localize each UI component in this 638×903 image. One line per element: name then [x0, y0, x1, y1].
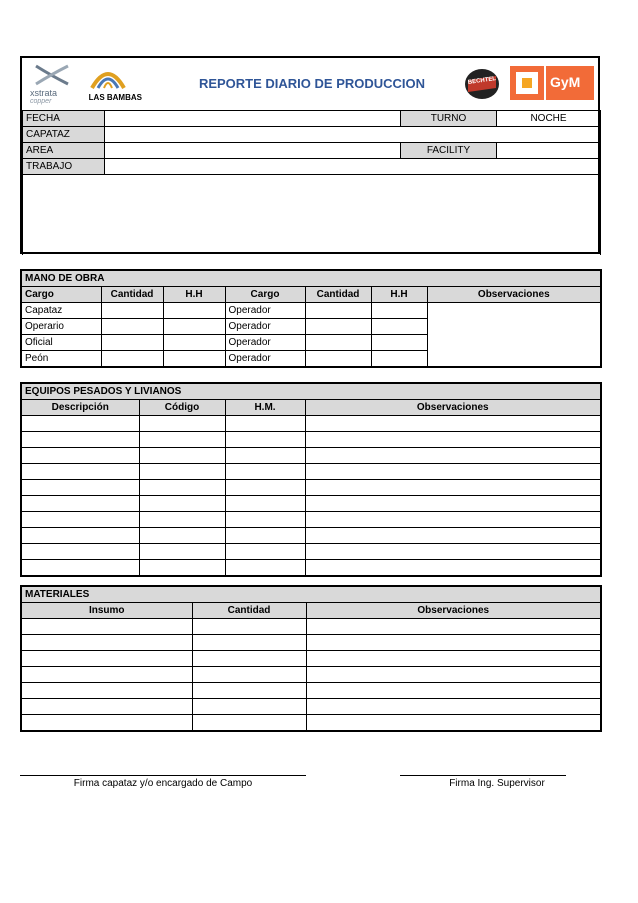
descripcion-cell[interactable] — [21, 512, 139, 528]
equipos-header-row — [21, 400, 601, 416]
cantidad-cell[interactable] — [192, 683, 306, 699]
table-row — [21, 651, 601, 667]
descripcion-cell[interactable] — [21, 432, 139, 448]
table-row — [21, 432, 601, 448]
capataz-label: CAPATAZ — [23, 127, 105, 143]
trabajo-label: TRABAJO — [23, 159, 105, 175]
cantidad-cell[interactable] — [192, 667, 306, 683]
cantidad-cell[interactable] — [305, 335, 371, 351]
codigo-cell[interactable] — [139, 448, 225, 464]
col-hm: H.M. — [225, 400, 305, 416]
observaciones-cell[interactable] — [306, 667, 601, 683]
capataz-field[interactable] — [105, 127, 601, 143]
observaciones-cell[interactable] — [305, 544, 601, 560]
observaciones-cell[interactable] — [305, 416, 601, 432]
col-hh: H.H — [163, 287, 225, 303]
trabajo-description-area[interactable] — [23, 175, 601, 256]
col-insumo: Insumo — [21, 603, 192, 619]
materiales-header-row — [21, 603, 601, 619]
insumo-cell[interactable] — [21, 635, 192, 651]
col-observaciones: Observaciones — [306, 603, 601, 619]
table-row — [21, 699, 601, 715]
hm-cell[interactable] — [225, 480, 305, 496]
page-title: REPORTE DIARIO DE PRODUCCION — [198, 76, 426, 91]
role-label: Oficial — [21, 335, 101, 351]
table-row — [21, 512, 601, 528]
role-label: Operador — [225, 319, 305, 335]
codigo-cell[interactable] — [139, 432, 225, 448]
signature-label-supervisor: Firma Ing. Supervisor — [449, 778, 545, 789]
observaciones-cell[interactable] — [305, 496, 601, 512]
descripcion-cell[interactable] — [21, 480, 139, 496]
area-label: AREA — [23, 143, 105, 159]
xstrata-copper: copper — [30, 98, 52, 105]
hh-cell[interactable] — [163, 335, 225, 351]
hm-cell[interactable] — [225, 528, 305, 544]
table-row — [21, 496, 601, 512]
bechtel-wordmark: BECHTEL — [467, 76, 497, 86]
cantidad-cell[interactable] — [192, 651, 306, 667]
codigo-cell[interactable] — [139, 512, 225, 528]
observaciones-cell[interactable] — [305, 512, 601, 528]
table-row — [21, 635, 601, 651]
table-row — [21, 619, 601, 635]
mano-obra-header-row — [21, 287, 601, 303]
insumo-cell[interactable] — [21, 667, 192, 683]
descripcion-cell[interactable] — [21, 464, 139, 480]
observaciones-cell[interactable] — [306, 635, 601, 651]
codigo-cell[interactable] — [139, 480, 225, 496]
observaciones-cell[interactable] — [306, 715, 601, 732]
role-label: Operador — [225, 303, 305, 319]
role-label: Operador — [225, 351, 305, 368]
col-observaciones: Observaciones — [427, 287, 601, 303]
cantidad-cell[interactable] — [101, 303, 163, 319]
table-row — [21, 544, 601, 560]
equipos-table — [20, 382, 602, 577]
signature-line-supervisor — [400, 775, 566, 776]
mano-obra-title: MANO DE OBRA — [21, 270, 601, 287]
table-row — [21, 416, 601, 432]
observaciones-cell[interactable] — [306, 651, 601, 667]
observaciones-cell[interactable] — [306, 683, 601, 699]
hh-cell[interactable] — [163, 351, 225, 368]
header-fields — [22, 110, 601, 255]
descripcion-cell[interactable] — [21, 528, 139, 544]
signature-label-capataz: Firma capataz y/o encargado de Campo — [73, 778, 253, 789]
observaciones-cell[interactable] — [306, 619, 601, 635]
hm-cell[interactable] — [225, 496, 305, 512]
col-cantidad: Cantidad — [101, 287, 163, 303]
cantidad-cell[interactable] — [192, 699, 306, 715]
codigo-cell[interactable] — [139, 416, 225, 432]
col-hh-2: H.H — [371, 287, 427, 303]
hh-cell[interactable] — [163, 319, 225, 335]
codigo-cell[interactable] — [139, 528, 225, 544]
turno-value[interactable]: NOCHE — [497, 111, 601, 127]
cantidad-cell[interactable] — [101, 319, 163, 335]
observaciones-cell[interactable] — [305, 528, 601, 544]
materiales-title: MATERIALES — [21, 586, 601, 603]
lasbambas-wordmark: LAS BAMBAS — [88, 93, 142, 102]
bechtel-logo — [462, 66, 502, 102]
table-row — [21, 480, 601, 496]
cantidad-cell[interactable] — [101, 351, 163, 368]
hm-cell[interactable] — [225, 464, 305, 480]
table-row — [21, 448, 601, 464]
signature-line-capataz — [20, 775, 306, 776]
col-observaciones: Observaciones — [305, 400, 601, 416]
hh-cell[interactable] — [371, 303, 427, 319]
observaciones-cell[interactable] — [305, 432, 601, 448]
insumo-cell[interactable] — [21, 683, 192, 699]
observaciones-cell[interactable] — [305, 480, 601, 496]
observaciones-cell[interactable] — [305, 448, 601, 464]
role-label: Capataz — [21, 303, 101, 319]
fecha-field[interactable] — [105, 111, 401, 127]
insumo-cell[interactable] — [21, 619, 192, 635]
hm-cell[interactable] — [225, 544, 305, 560]
table-row — [21, 303, 601, 319]
hm-cell[interactable] — [225, 448, 305, 464]
col-cargo-2: Cargo — [225, 287, 305, 303]
cantidad-cell[interactable] — [192, 715, 306, 732]
codigo-cell[interactable] — [139, 464, 225, 480]
xstrata-wordmark: xstrata — [30, 88, 58, 98]
role-label: Peón — [21, 351, 101, 368]
cantidad-cell[interactable] — [192, 635, 306, 651]
descripcion-cell[interactable] — [21, 496, 139, 512]
observaciones-cell[interactable] — [305, 560, 601, 577]
col-cargo: Cargo — [21, 287, 101, 303]
insumo-cell[interactable] — [21, 699, 192, 715]
materiales-rows — [21, 619, 601, 732]
col-cantidad-2: Cantidad — [305, 287, 371, 303]
descripcion-cell[interactable] — [21, 448, 139, 464]
report-header — [20, 56, 600, 254]
table-row — [21, 528, 601, 544]
area-field[interactable] — [105, 143, 401, 159]
hh-cell[interactable] — [371, 335, 427, 351]
cantidad-cell[interactable] — [305, 351, 371, 368]
table-row — [21, 715, 601, 732]
table-row — [21, 560, 601, 577]
equipos-title: EQUIPOS PESADOS Y LIVIANOS — [21, 383, 601, 400]
observaciones-cell[interactable] — [305, 464, 601, 480]
equipos-rows — [21, 416, 601, 577]
descripcion-cell[interactable] — [21, 416, 139, 432]
col-codigo: Código — [139, 400, 225, 416]
descripcion-cell[interactable] — [21, 544, 139, 560]
trabajo-field[interactable] — [105, 159, 601, 175]
insumo-cell[interactable] — [21, 715, 192, 732]
insumo-cell[interactable] — [21, 651, 192, 667]
fecha-label: FECHA — [23, 111, 105, 127]
gym-wordmark: GyM — [550, 74, 581, 90]
turno-label: TURNO — [401, 111, 497, 127]
descripcion-cell[interactable] — [21, 560, 139, 577]
col-cantidad: Cantidad — [192, 603, 306, 619]
codigo-cell[interactable] — [139, 544, 225, 560]
hm-cell[interactable] — [225, 432, 305, 448]
observaciones-cell[interactable] — [306, 699, 601, 715]
role-label: Operador — [225, 335, 305, 351]
hm-cell[interactable] — [225, 512, 305, 528]
facility-label: FACILITY — [401, 143, 497, 159]
hm-cell[interactable] — [225, 560, 305, 577]
mano-obra-table — [20, 269, 602, 368]
col-descripcion: Descripción — [21, 400, 139, 416]
table-row — [21, 464, 601, 480]
cantidad-cell[interactable] — [305, 319, 371, 335]
hm-cell[interactable] — [225, 416, 305, 432]
facility-field[interactable] — [497, 143, 601, 159]
codigo-cell[interactable] — [139, 560, 225, 577]
hh-cell[interactable] — [371, 351, 427, 368]
cantidad-cell[interactable] — [192, 619, 306, 635]
codigo-cell[interactable] — [139, 496, 225, 512]
table-row — [21, 667, 601, 683]
gym-square-icon — [516, 72, 538, 94]
logo-bar — [22, 58, 598, 110]
hh-cell[interactable] — [371, 319, 427, 335]
cantidad-cell[interactable] — [101, 335, 163, 351]
materiales-table — [20, 585, 602, 732]
role-label: Operario — [21, 319, 101, 335]
observaciones-cell[interactable] — [427, 303, 601, 368]
gym-logo — [510, 66, 594, 100]
cantidad-cell[interactable] — [305, 303, 371, 319]
table-row — [21, 683, 601, 699]
hh-cell[interactable] — [163, 303, 225, 319]
